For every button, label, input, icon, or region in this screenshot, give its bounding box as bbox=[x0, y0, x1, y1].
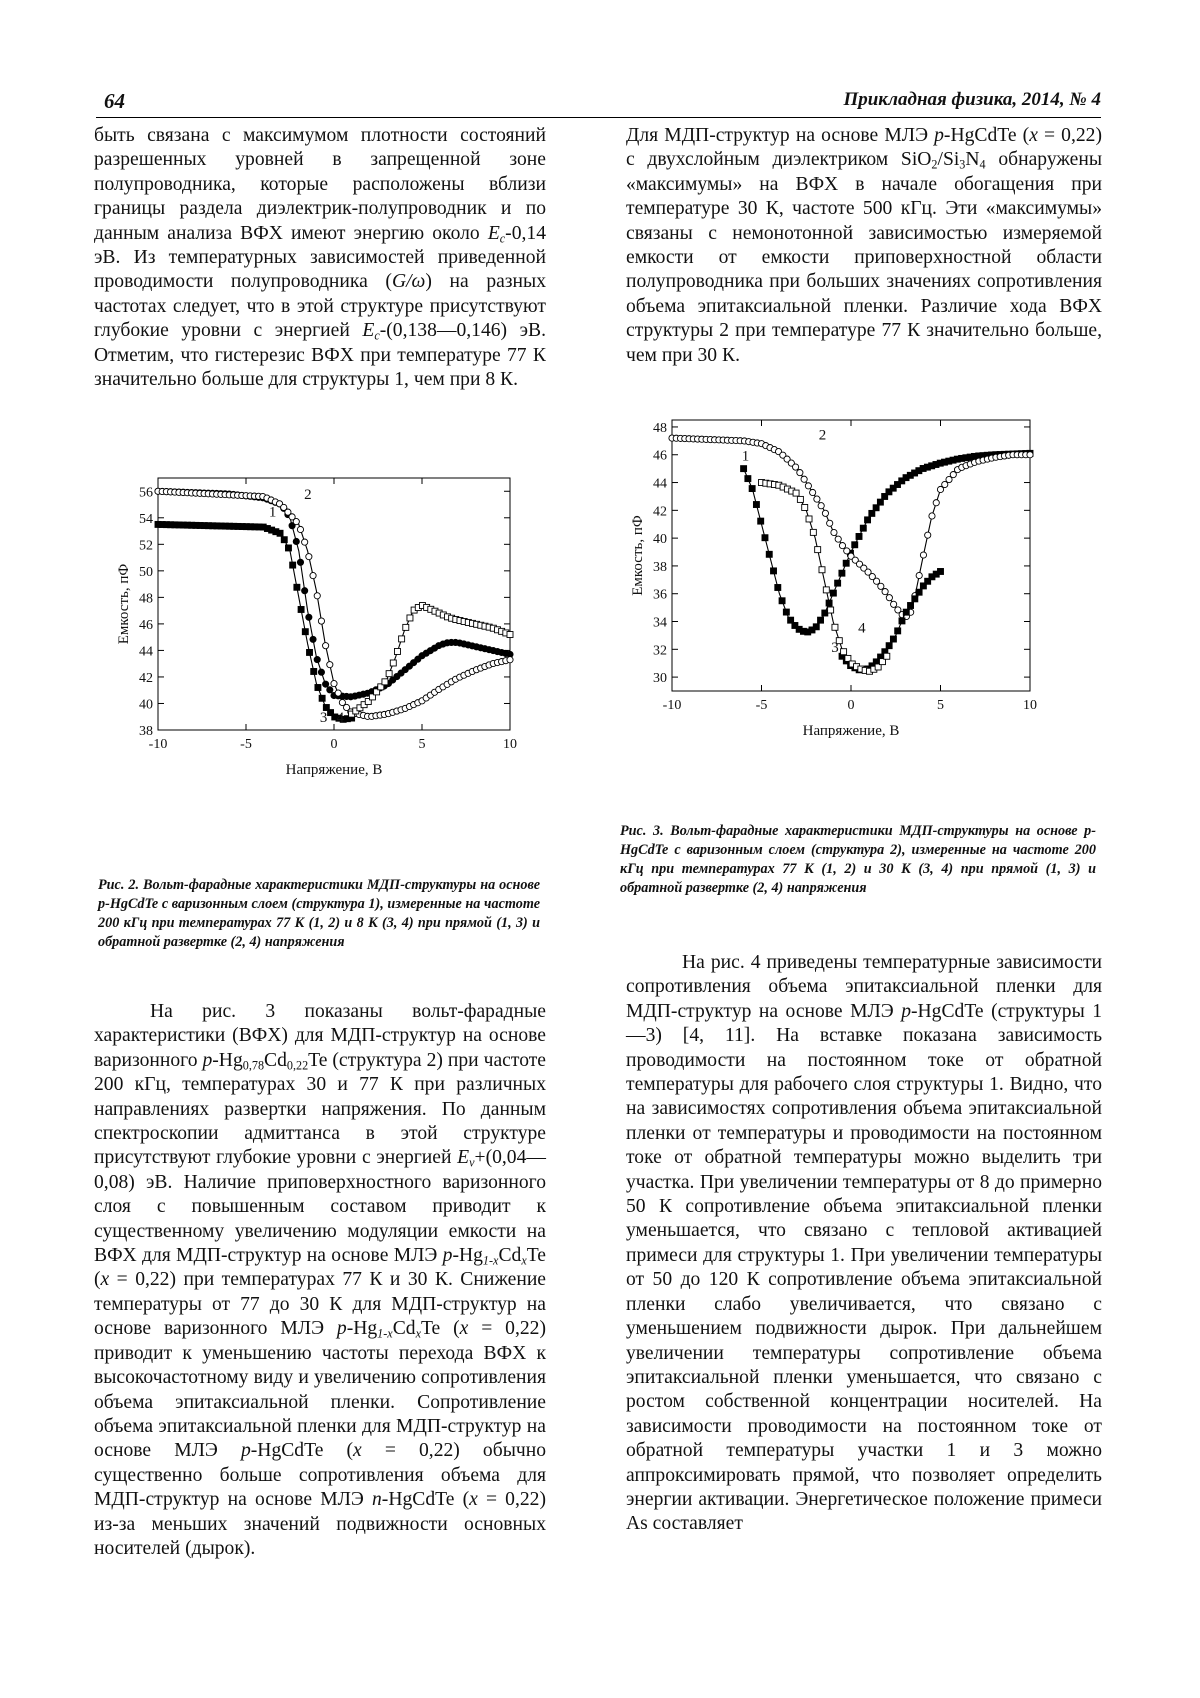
data-point bbox=[873, 505, 879, 511]
data-point bbox=[908, 603, 914, 609]
data-point bbox=[830, 590, 836, 596]
data-point bbox=[302, 539, 308, 545]
data-point bbox=[1027, 452, 1033, 458]
data-point bbox=[311, 668, 317, 674]
data-point bbox=[929, 513, 935, 519]
data-point bbox=[835, 580, 841, 586]
data-point bbox=[823, 587, 829, 593]
data-point bbox=[818, 503, 824, 509]
y-tick-label: 30 bbox=[653, 671, 667, 687]
data-point bbox=[797, 496, 803, 502]
data-point bbox=[779, 598, 785, 604]
data-point bbox=[886, 595, 892, 601]
data-point bbox=[802, 504, 808, 510]
series-2 bbox=[669, 435, 1033, 620]
data-point bbox=[903, 609, 909, 615]
data-point bbox=[891, 601, 897, 607]
y-tick-label: 32 bbox=[653, 643, 667, 659]
figure-2-caption: Рис. 2. Вольт-фарадные характеристики МДП-структуры на основе p-HgCdTe с варизонным слоем (структура 1), измеренные на частоте 200 кГц при температурах 77 К (1, 2) и 8 К (3, 4) при прямой (1, 3) и обратной развертке (2, 4) напряжения bbox=[98, 877, 540, 950]
y-tick-label: 46 bbox=[653, 448, 667, 464]
data-point bbox=[886, 643, 892, 649]
data-point bbox=[331, 680, 337, 686]
data-point bbox=[290, 562, 296, 568]
y-tick-label: 54 bbox=[139, 511, 153, 527]
y-tick-label: 34 bbox=[653, 615, 667, 631]
series-line bbox=[158, 491, 510, 697]
data-point bbox=[882, 589, 888, 595]
data-point bbox=[933, 500, 939, 506]
y-tick-label: 38 bbox=[139, 724, 153, 739]
data-point bbox=[839, 543, 845, 549]
data-point bbox=[745, 476, 751, 482]
data-point bbox=[771, 568, 777, 574]
data-point bbox=[925, 532, 931, 538]
data-point bbox=[831, 529, 837, 535]
data-point bbox=[314, 656, 320, 662]
data-point bbox=[285, 545, 291, 551]
data-point bbox=[318, 618, 324, 624]
left-column-top-text bbox=[94, 124, 546, 392]
data-point bbox=[827, 520, 833, 526]
data-point bbox=[293, 538, 299, 544]
data-point bbox=[920, 552, 926, 558]
y-tick-label: 38 bbox=[653, 559, 667, 575]
data-point bbox=[762, 535, 768, 541]
data-point bbox=[390, 660, 396, 666]
right-column-bottom-text bbox=[626, 951, 1102, 1537]
data-point bbox=[307, 649, 313, 655]
data-point bbox=[873, 578, 879, 584]
data-point bbox=[841, 649, 847, 655]
data-point bbox=[792, 464, 798, 470]
data-point bbox=[845, 655, 851, 661]
data-point bbox=[297, 526, 303, 532]
paragraph: быть связана с максимумом плотности состояний разрешенных уровней в запрещенной зоне полупроводника, которые расположены вблизи границы раздела диэлектрик-полупроводник и по данным анализа ВФХ имеют энергию около $E_c-0,14$ эВ. Из температурных зависимостей приведенной проводимости полупроводника (G/ω) на разных частотах следует, что в этой структуре присутствуют глубокие уровни с энергией $E_c-(0,138—0,146)$ эВ. Отметим, что гистерезис ВФХ при температуре 77 К значительно больше для структуры 1, чем при 8 К. bbox=[94, 125, 546, 391]
figure-2-chart bbox=[100, 478, 560, 863]
data-point bbox=[813, 624, 819, 630]
x-axis-label: Напряжение, В bbox=[802, 723, 900, 739]
data-point bbox=[878, 583, 884, 589]
data-point bbox=[865, 517, 871, 523]
data-point bbox=[839, 570, 845, 576]
data-point bbox=[293, 518, 299, 524]
data-point bbox=[753, 502, 759, 508]
data-point bbox=[815, 547, 821, 553]
series-1 bbox=[741, 450, 1033, 635]
paragraph: Для МДП-структур на основе МЛЭ p-HgCdTe (x = 0,22) с двухслойным диэлектриком $SiO_2/Si_3N_4$ обнаружены «максимумы» на ВФХ в начале обогащения при температуре 30 К, частоте 500 кГц. Эти «максимумы» связаны с немонотонной зависимостью измеряемой емкости от емкости приповерхностной области полупроводника при больших значениях сопротивления объема эпитаксиальной пленки. Различие хода ВФХ структуры 2 при температуре 77 К значительно больше, чем при 30 К. bbox=[626, 125, 1103, 366]
data-point bbox=[852, 542, 858, 548]
data-point bbox=[783, 609, 789, 615]
data-point bbox=[394, 648, 400, 654]
data-point bbox=[797, 470, 803, 476]
y-tick-label: 36 bbox=[653, 587, 667, 603]
curve-label-1: 1 bbox=[268, 504, 277, 521]
page-header bbox=[96, 86, 1101, 118]
data-point bbox=[835, 536, 841, 542]
series-3 bbox=[839, 568, 943, 672]
y-tick-label: 42 bbox=[139, 670, 153, 686]
data-point bbox=[832, 624, 838, 630]
y-tick-label: 46 bbox=[139, 617, 153, 633]
data-point bbox=[382, 679, 388, 685]
data-point bbox=[741, 466, 747, 472]
y-axis-label: Емкость, пФ bbox=[630, 515, 646, 596]
paragraph: На рис. 3 показаны вольт-фарадные характеристики (ВФХ) для МДП-структур на основе варизонного $p-Hg_{0,78}Cd_{0,22}Te$ (структура 2) при частоте 200 кГц, температурах 30 и 77 К при различных направлениях развертки напряжения. По данным спектроскопии адмиттанса в этой структуре присутствуют глубокие уровни с энергией $E_v+(0,04—0,08)$ эВ. Наличие приповерхностного варизонного слоя с повышенным составом приводит к существенному увеличению модуляции емкости на ВФХ для МДП-структур на основе МЛЭ $p-Hg_{1-x}Cd_xTe$ (x = 0,22) при температурах 77 К и 30 К. Снижение температуры от 77 до 30 К для МДП-структур на основе варизонного МЛЭ $p-Hg_{1-x}Cd_xTe$ (x = 0,22) приводит к уменьшению частоты перехода ВФХ к высокочастотному виду и увеличению сопротивления объема эпитаксиальной пленки. Сопротивление объема эпитаксиальной пленки для МДП-структур на основе МЛЭ p-HgCdTe (x = 0,22) обычно существенно больше сопротивления объема для МДП-структур на основе МЛЭ n-HgCdTe (x = 0,22) из-за меньших значений подвижности основных носителей (дырок). bbox=[94, 1001, 547, 1559]
y-tick-label: 44 bbox=[139, 644, 153, 660]
data-point bbox=[822, 610, 828, 616]
data-point bbox=[843, 560, 849, 566]
data-point bbox=[302, 629, 308, 635]
y-tick-label: 52 bbox=[139, 538, 153, 554]
data-point bbox=[810, 489, 816, 495]
data-point bbox=[306, 614, 312, 620]
y-tick-label: 48 bbox=[139, 591, 153, 607]
data-point bbox=[297, 559, 303, 565]
data-point bbox=[335, 690, 341, 696]
data-point bbox=[766, 551, 772, 557]
figure-3-caption: Рис. 3. Вольт-фарадные характеристики МДП-структуры на основе p-HgCdTe с варизонным слоем (структура 2), измеренные на частоте 200 кГц при температурах 77 К (1, 2) и 30 К (3, 4) при прямой (1, 3) и обратной развертке (2, 4) напряжения bbox=[620, 823, 1096, 896]
data-point bbox=[407, 615, 413, 621]
data-point bbox=[315, 685, 321, 691]
y-tick-label: 40 bbox=[653, 532, 667, 548]
data-point bbox=[319, 695, 325, 701]
data-point bbox=[310, 572, 316, 578]
data-point bbox=[801, 476, 807, 482]
data-point bbox=[403, 624, 409, 630]
data-point bbox=[890, 636, 896, 642]
curve-label-2: 2 bbox=[818, 427, 827, 444]
y-tick-label: 42 bbox=[653, 504, 667, 520]
data-point bbox=[507, 632, 513, 638]
data-point bbox=[860, 525, 866, 531]
series-line bbox=[744, 453, 1030, 632]
y-tick-label: 50 bbox=[139, 564, 153, 580]
x-tick-label: 10 bbox=[503, 737, 517, 752]
data-point bbox=[507, 657, 513, 663]
series-4 bbox=[349, 603, 513, 718]
data-point bbox=[277, 530, 283, 536]
data-point bbox=[793, 490, 799, 496]
data-point bbox=[877, 499, 883, 505]
figure-3-chart bbox=[620, 420, 1100, 810]
curve-label-3: 3 bbox=[319, 710, 328, 727]
data-point bbox=[805, 483, 811, 489]
y-tick-label: 48 bbox=[653, 420, 667, 436]
left-column-bottom-text bbox=[94, 1000, 546, 1561]
data-point bbox=[327, 662, 333, 668]
data-point bbox=[314, 593, 320, 599]
y-tick-label: 40 bbox=[139, 697, 153, 713]
data-point bbox=[810, 529, 816, 535]
page-number: 64 bbox=[104, 89, 125, 113]
data-point bbox=[814, 496, 820, 502]
curve-label-3: 3 bbox=[831, 640, 839, 657]
data-point bbox=[844, 548, 850, 554]
data-point bbox=[899, 618, 905, 624]
x-tick-label: -10 bbox=[148, 737, 168, 752]
x-tick-label: -10 bbox=[662, 698, 682, 713]
data-point bbox=[327, 687, 333, 693]
curve-label-1: 1 bbox=[741, 448, 750, 465]
data-point bbox=[806, 516, 812, 522]
data-point bbox=[386, 671, 392, 677]
data-point bbox=[399, 636, 405, 642]
data-point bbox=[828, 607, 834, 613]
paragraph: На рис. 4 приведены температурные зависимости сопротивления объема эпитаксиальной пленки для МДП-структур на основе МЛЭ p-HgCdTe (структуры 1—3) [4, 11]. На вставке показана зависимость проводимости на постоянном токе от обратной температуры для рабочего слоя структуры 1. Видно, что на зависимостях сопротивления объема эпитаксиальной пленки от температуры и проводимости на постоянном токе от обратной температуры можно выделить три участка. При увеличении температуры от 8 до примерно 50 К сопротивление объема эпитаксиальной пленки уменьшается, что связано с тепловой активацией примеси для структуры 1. При увеличении температуры от 50 до 120 К сопротивление объема эпитаксиальной пленки слабо увеличивается, что связано с уменьшением подвижности дырок. При дальнейшем увеличении температуры сопротивление объема эпитаксиальной пленки уменьшается, что связано с ростом собственной концентрации носителей. На зависимости проводимости на постоянном токе от обратной температуры участки 1 и 3 можно аппроксимировать прямой, что позволяет определить энергии активации. Энергетическое положение примеси As составляет bbox=[626, 952, 1102, 1535]
data-point bbox=[298, 606, 304, 612]
journal-title: Прикладная физика, 2014, № 4 bbox=[843, 89, 1101, 110]
x-tick-label: 0 bbox=[330, 737, 338, 752]
data-point bbox=[819, 567, 825, 573]
x-axis-label: Напряжение, В bbox=[285, 762, 383, 778]
data-point bbox=[758, 518, 764, 524]
x-tick-label: 5 bbox=[418, 737, 426, 752]
curve-label-4: 4 bbox=[336, 710, 345, 727]
data-point bbox=[318, 669, 324, 675]
right-column-top-text bbox=[626, 124, 1102, 368]
data-point bbox=[916, 589, 922, 595]
data-point bbox=[912, 596, 918, 602]
data-point bbox=[856, 533, 862, 539]
data-point bbox=[938, 568, 944, 574]
data-point bbox=[749, 486, 755, 492]
data-point bbox=[281, 537, 287, 543]
data-point bbox=[818, 617, 824, 623]
data-point bbox=[294, 584, 300, 590]
curve-label-2: 2 bbox=[304, 487, 312, 504]
data-point bbox=[822, 510, 828, 516]
y-axis-label: Емкость, пФ bbox=[116, 563, 132, 645]
x-tick-label: -5 bbox=[755, 698, 768, 713]
data-point bbox=[310, 636, 316, 642]
y-tick-label: 56 bbox=[139, 485, 153, 501]
x-tick-label: 10 bbox=[1023, 698, 1037, 713]
data-point bbox=[884, 653, 890, 659]
data-point bbox=[916, 572, 922, 578]
data-point bbox=[775, 584, 781, 590]
x-tick-label: 5 bbox=[937, 698, 944, 713]
x-tick-label: -5 bbox=[240, 737, 252, 752]
data-point bbox=[302, 588, 308, 594]
y-tick-label: 44 bbox=[653, 476, 667, 492]
data-point bbox=[869, 510, 875, 516]
data-point bbox=[323, 643, 329, 649]
x-tick-label: 0 bbox=[847, 698, 855, 713]
data-point bbox=[895, 628, 901, 634]
series-1 bbox=[155, 488, 513, 700]
data-point bbox=[323, 681, 329, 687]
data-point bbox=[306, 554, 312, 560]
curve-label-4: 4 bbox=[858, 620, 866, 637]
